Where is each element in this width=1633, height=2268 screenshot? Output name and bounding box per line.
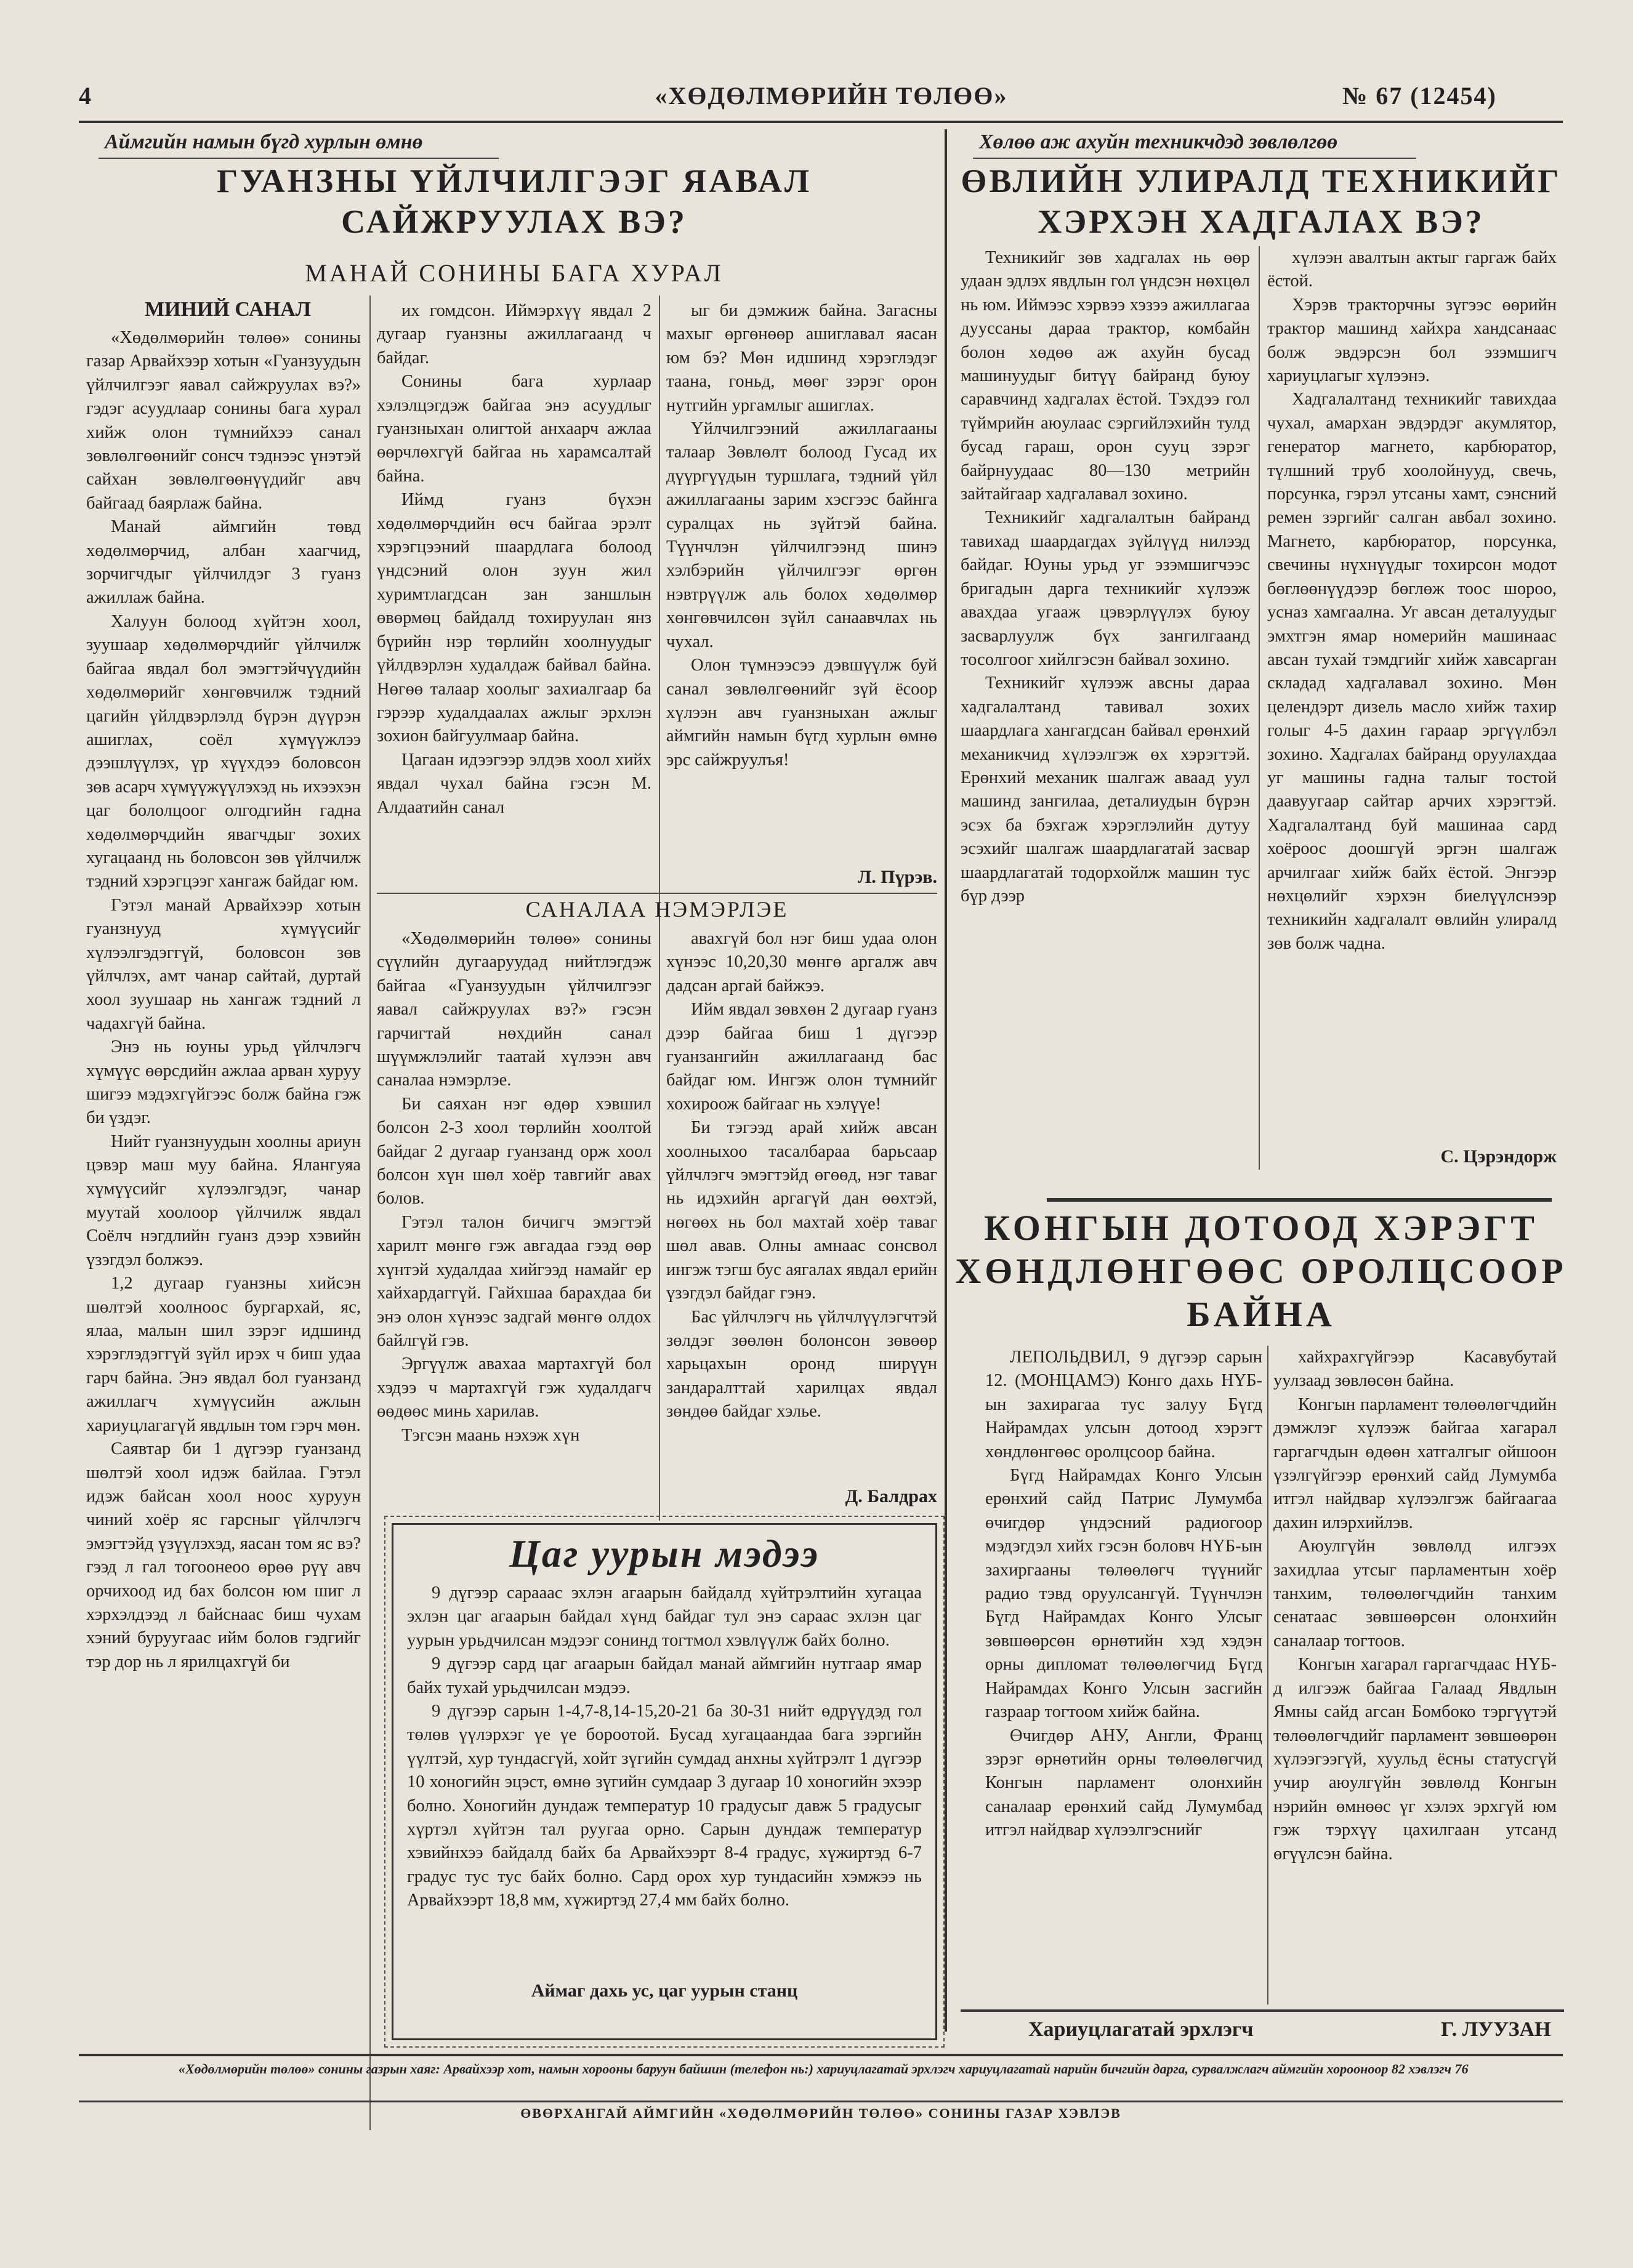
paragraph: Техникийг хүлээж авсны дараа хадгалалтанд тавивал зохих шаардлага хангагдсан байвал ерөнхий механикчид хүлээлгэж өх хэрэгтэй. Ерөнхий механик шалгаж аваад уул машинд зангилаа, деталиудын бүрэн эсэх ба бэхгаж хэрэглэлийн дутуу эсэхийг шалгаж шаардлагатай засвар шаардлагатай тодорхойлж машин тус бүр дээр <box>961 674 1250 906</box>
weather-signature: Аймаг дахь ус, цаг уурын станц <box>531 1980 798 2001</box>
machines-column-2 <box>1267 246 1557 1139</box>
paragraph: «Хөдөлмөрийн төлөө» сонины газар Арвайхээр хотын «Гуанзуудын үйлчилгээг яавал сайжруулах вэ?» гэдэг асуудлаар сонины бага хурал хийж олон түмнийхээ санал зөвлөлгөөнийг сонсч тэднээс үнэтэй сайхан зөвлөлгөөнүүдийг авч байгаад баярлаж байна. <box>86 328 361 513</box>
paragraph: ЛЕПОЛЬДВИЛ, 9 дүгээр сарын 12. (МОНЦАМЭ) Конго дахь НҮБ-ын захирагаа тус залуу Бүгд Найрамдах улсын дотоод хэрэгт хөндлөнгөөс оролцсоор байна. <box>985 1348 1262 1462</box>
paragraph: Тэгсэн маань нэхэж хүн <box>401 1425 580 1445</box>
weather-text <box>393 1577 935 1976</box>
section-title: МАНАЙ СОНИНЫ БАГА ХУРАЛ <box>305 259 724 287</box>
congo-title-line1: КОНГЫН ДОТООД ХЭРЭГТ <box>984 1208 1538 1248</box>
paragraph: Гэтэл талон бичигч эмэгтэй харилт мөнгө гэж авгадаа гээд өөр хүнтэй худалдаа хийгээд намайг ер хайхардаггүй. Гайхшаа барахдаа би энэ олон хүнээс задгай мөнгө олдох байлгүй гэв. <box>377 1212 651 1350</box>
paragraph: Би тэгээд арай хийж авсан хоолныхоо тасалбараа барьсаар үйлчлэгч эмэгтэйд өгөөд, нэг таваг нь идэхийн аргагүй дан өөхтэй, нөгөөх нь бол махтай хоёр таваг шөл авав. Олны амнаас сонсвол ингэж тэгш бус аягалах явдал ерийн үзэгдэл байдаг гэнэ. <box>666 1118 937 1303</box>
editor-rule <box>961 2009 1564 2012</box>
weather-box <box>392 1523 937 2040</box>
canteen-title-line2: САЙЖРУУЛАХ ВЭ? <box>341 203 687 240</box>
paragraph: 1,2 дугаар гуанзны хийсэн шөлтэй хоолноос бургархай, яс, ялаа, малын шил зэрэг идшинд хэрэглэдэггүй зүйл ирэх ч биш удаа гарч байна. Энэ явдал бол гуанзанд ажиллагч хүмүүсийн ажлын хариуцлагагүй явдлын том гэрч мөн. <box>86 1274 361 1435</box>
column-divider <box>1259 246 1260 1170</box>
footer-imprint: «Хөдөлмөрийн төлөө» сонины газрын хаяг: Арвайхээр хот, намын хорооны баруун байшин (телефон нь:) хариуцлагатай эрхлэгч хариуцлагатай нарийн бичгийн дарга, сурвалжлагч аймгийн хорооноор 82 хэвлэгч 76 <box>179 2061 1469 2077</box>
machines-signature: С. Цэрэндорж <box>1440 1146 1557 1167</box>
paragraph: Халуун болоод хүйтэн хоол, зуушаар хөдөлмөрчдийг үйлчилж байгаа явдал бол эмэгтэйчүүдийн хөдөлмөрийг хөнгөвчилж тэдний цагийн үйлдвэрлэлд бүрэн дүүрэн ашиглах, соёл хүмүүжлээ дээшлүүлэх, үр хүүхдээ боловсон зөв асарч хүмүүжүүлэхэд нь ихээхэн цаг бололцоог олгодгийн гадна хөдөлмөрчдийн явагчдыг зохих хугацаанд нь боловсон зөв үйлчилж тэдний хэрэгцээг хангаж байдаг юм. <box>86 611 361 891</box>
paragraph: Техникийг хадгалалтын байранд тавихад шаардагдах зүйлүүд нилээд байдаг. Юуны урьд уг эзэмшигчээс бригадын дарга техникийг хүлээж авахдаа угааж цэвэрлүүлэх буюу засварлуулж бүх зангилгаанд тосолгоог хийлгэсэн байвал зохино. <box>961 508 1250 669</box>
addition-signature: Д. Балдрах <box>845 1486 937 1506</box>
machines-title-line2: ХЭРХЭН ХАДГАЛАХ ВЭ? <box>1038 203 1485 240</box>
canteen-column-1 <box>86 326 361 2099</box>
footer-rule-2 <box>79 2101 1563 2102</box>
addition-title: САНАЛАА НЭМЭРЛЭЕ <box>525 897 789 922</box>
paragraph: Иймд гуанз бүхэн хөдөлмөрчдийн өсч байгаа эрэлт хэрэгцээний шаардлага болоод үндсэний олон зуун жил хуримтлагдсан зан заншлын өвөрмөц байдалд тохируулан янз бүрийн нэр төрлийн хоолнуудыг үйлдвэрлэн худалдаж байвал байна. Нөгөө талаар хоолыг захиалгаар ба гэрээр худалдаалах ажлыг эрхлэн зохион байгуулмаар байна. <box>377 490 651 746</box>
paragraph: Конгын парламент төлөөлөгчдийн дэмжлэг хүлээж байгаа хагарал гаргагчдын өдөөн хатгалгыг ойшоон үзэлгүйгээр ерөнхий сайд Лумумба итгэл найдвар хүлээлгэж байгаагаа дахин илэрхийлэв. <box>1273 1394 1557 1532</box>
paragraph: хайхрахгүйгээр Касавубутай уулзаад зөвлөсөн байна. <box>1273 1348 1557 1391</box>
kicker-underline <box>99 158 499 159</box>
paragraph: Сонины бага хурлаар хэлэлцэгдэж байгаа энэ асуудлыг гуанзныхан олигтой анхаарч ажлаа өөрчлөхгүй байгаа нь харамсалтай байна. <box>377 372 651 486</box>
page-number: 4 <box>79 82 92 110</box>
weather-title: Цаг уурын мэдээ <box>509 1532 820 1575</box>
addition-column-1 <box>377 927 651 1518</box>
paragraph: Би саяхан нэг өдөр хэвшил болсон 2-3 хоол төрлийн хоолтой байдаг 2 дугаар гуанзанд орж хоол болсон хүн шөл хоёр тавгийг авах болов. <box>377 1094 651 1208</box>
machines-kicker: Хөлөө аж ахуйн техникчдэд зөвлөлгөө <box>979 131 1338 153</box>
footer-rule <box>79 2054 1563 2056</box>
congo-title-line2: ХӨНДЛӨНГӨӨС ОРОЛЦСООР <box>955 1251 1567 1291</box>
canteen-kicker: Аймгийн намын бүгд хурлын өмнө <box>105 131 423 153</box>
article-separator <box>377 893 937 894</box>
column-divider <box>1267 1346 1268 2005</box>
paragraph: Хэрэв тракторчны зүгээс өөрийн трактор машинд хайхра хандсанаас болж эвдэрсэн бол эзэмшигч хариуцлагыг хүлээнэ. <box>1267 295 1557 386</box>
column-divider <box>369 296 371 2130</box>
paragraph: Конгын хагарал гаргагчдаас НҮБ-д илгээж байгаа Галаад Явдлын Ямны сайд агсан Бомбоко тэргүүтэй төлөөлөгчдийг парламент зөвшөөрөн хүлээгээгүй, хуульд ёсны статусгүй учир аюулгүйн зөвлөлд Конгын нэрийн өмнөөс үг хэлэх эрхгүй юм гэж тэрхүү цахилгаан утсанд өгүүлсэн байна. <box>1273 1655 1557 1864</box>
paragraph: Нийт гуанзнуудын хоолны ариун цэвэр маш муу байна. Ялангуяа хүмүүсийг хүлээлгэдэг, чанар муутай хоолоор үйлчилж явдал Соёлч нэгдлийн гуанз дээр хэвийн үзэгдэл болжээ. <box>86 1132 361 1269</box>
paragraph: ыг би дэмжиж байна. Загасны махыг өргөнөөр ашиглавал яасан юм бэ? Мөн идшинд хэрэглэдэг таана, гоньд, мөөг зэрэг орон нутгийн ургамлыг ашиглах. <box>666 301 937 415</box>
paragraph: 9 дүгээр сард цаг агаарын байдал манай аймгийн нутгаар ямар байх тухай урьдчилсан мэдээ. <box>407 1654 922 1697</box>
congo-title-line3: БАЙНА <box>1187 1294 1336 1334</box>
paragraph: Эргүүлж авахаа мартахгүй бол хэдээ ч мартахгүй гэж худалдагч өөдөөс минь харилав. <box>377 1354 651 1422</box>
issue-number: № 67 (12454) <box>1342 82 1497 110</box>
paragraph: 9 дүгээр сарааас эхлэн агаарын байдалд хүйтрэлтийн хугацаа эхлэн цаг агаарын байдал хүнд байдаг тул энэ сараас эхлэн цаг уурын урьдчилсан мэдээг сонинд тогтмол хэвлүүлж байх болно. <box>407 1583 922 1650</box>
paragraph: хүлээн авалтын актыг гаргаж байх ёстой. <box>1267 248 1557 291</box>
paragraph: Манай аймгийн төвд хөдөлмөрчид, албан хаагчид, зорчигчдыг үйлчилдэг 3 гуанз ажиллаж байна. <box>86 517 361 608</box>
congo-column-1 <box>985 1346 1262 1992</box>
kicker-underline <box>973 158 1416 159</box>
paragraph: 9 дүгээр сарын 1-4,7-8,14-15,20-21 ба 30-31 нийт өдрүүдэд гол төлөв үүлэрхэг үе үе бороотой. Бусад хугацаандаа бага зэргийн үүлтэй, хур тундасгүй, хойт зүгийн сумдад анхны хүйтрэлт 1 дүгээр 10 хоногийн эцэст, өмнө зүгийн сумдаар 3 дугаар 10 хоногийн эхээр болно. Хоногийн дундаж температур 10 градусыг давж 5 градусыг хүртэл хүйтэн тал руугаа орно. Сарын дундаж температур хэвийнхээ байдалд байх ба Арвайхээрт 8-4 градус, хүжиртэд 6-7 градус тус тус байх болно. Сард орох хур тундасийн хэмжээ нь Арвайхээрт 18,8 мм, хүжиртэд 27,4 мм байх болно. <box>407 1702 922 1910</box>
paragraph: Аюулгүйн зөвлөлд илгээх захидлаа утсыг парламентын хоёр танхим, төлөөлөгчдийн танхим сенатаас зөвшөөрсөн олонхийн саналаар тогтоов. <box>1273 1537 1557 1651</box>
paragraph: Бүгд Найрамдах Конго Улсын ерөнхий сайд Патрис Лумумба өчигдөр үндэсний радиогоор мэдэгдэл хийх гэсэн боловч НҮБ-ын захиргааны төлөөлөгч түүнийг радио тэвд оруулсангүй. Түүнчлэн Бүгд Найрамдах Конго Улсыг зөвшөөрсөн өрнөтийн хэд хэдэн орны дипломат төлөөлөгчид Бүгд Найрамдах Конго Улсын засгийн газраар тогтоом хийж байна. <box>985 1466 1262 1722</box>
paragraph: Энэ нь юуны урьд үйлчлэгч хүмүүс өөрсдийн ажлаа арван хуруу шигээ мэдэхгүйгээс болж байна гэж би үздэг. <box>86 1037 361 1128</box>
machines-column-1 <box>961 246 1250 1170</box>
machines-title-line1: ӨВЛИЙН УЛИРАЛД ТЕХНИКИЙГ <box>961 163 1562 199</box>
paragraph: Гэтэл манай Арвайхээр хотын гуанзнууд хүмүүсийг хүлээлгэдэггүй, боловсон зөв үйлчлэх, амт чанар сайтай, дуртай хоол зуушаар нь хангаж тэдний л чадахгүй байна. <box>86 895 361 1033</box>
paragraph: Цагаан идээгээр элдэв хоол хийх явдал чухал байна гэсэн М. Алдаатийн санал <box>377 750 651 817</box>
section-divider <box>945 129 947 2032</box>
canteen-title-line1: ГУАНЗНЫ ҮЙЛЧИЛГЭЭГ ЯАВАЛ <box>216 163 812 199</box>
paragraph: Саявтар би 1 дүгээр гуанзанд шөлтэй хоол идэж байлаа. Гэтэл идэж байсан хоол ноос хуруун чиний хоёр яс гарсныг үйлчлэгч эмэгтэйд үзүүлэхэд, яасан том яс вэ? гээд л гал тогоонеоо өрөө рүү авч орчихоод ид бах болсон юм шиг л хэрхэлдээд л байснаас биш чухам хэний буруугаас ийм болов гэдгийг тэр дор нь л ярилцахгүй би <box>86 1439 361 1671</box>
paragraph: Үйлчилгээний ажиллагааны талаар Зөвлөлт болоод Гусад их дүүргүүдын туршлага, тэдний үйл ажиллагааны зарим хэсгээс байнга суралцах нь зүйтэй байна. Түүнчлэн үйлчилгээнд шинэ хэлбэрийн үйлчилгээг өргөн нэвтрүүлж аль болох хөдөлмөр хөнгөвчилсөн зүйл санаавчлах нь чухал. <box>666 419 937 651</box>
newspaper-title: «ХӨДӨЛМӨРИЙН ТӨЛӨӨ» <box>655 82 1008 110</box>
masthead-rule <box>79 121 1563 123</box>
editor-label: Хариуцлагатай эрхлэгч <box>1028 2018 1254 2041</box>
paragraph: авахгүй бол нэг биш удаа олон хүнээс 10,20,30 мөнгө аргалж авч дадсан аргай байжээ. <box>666 929 937 995</box>
canteen-subtitle: МИНИЙ САНАЛ <box>144 298 312 321</box>
canteen-signature: Л. Пүрэв. <box>857 867 937 887</box>
paragraph: их гомдсон. Иймэрхүү явдал 2 дугаар гуанзны ажиллагаанд ч байдаг. <box>377 301 651 368</box>
paragraph: «Хөдөлмөрийн төлөө» сонины сүүлийн дугааруудад нийтлэгдэж байгаа «Гуанзуудын үйлчилгээг яавал сайжруулах вэ?» гэсэн гарчигтай нөхдийн санал шүүмжлэлийг таатай хүлээн авч саналаа нэмэрлэе. <box>377 929 651 1090</box>
paragraph: Техникийг зөв хадгалах нь өөр удаан эдлэх явдлын гол үндсэн нөхцөл нь юм. Иймээс хэрвээ хэзээ ажиллагаа дууссаны дараа трактор, комбайн болон хөдөө аж ахуйн бусад машинуудыг битүү байранд буюу саравчинд хадгалах ёстой. Тэхдээ гол түймрийн аюулаас сэргийлэхийн тулд бусад гараш, орон сууц зэрэг байрнуудаас 80—130 метрийн зайтайгаар хадгалавал зохино. <box>961 248 1250 504</box>
addition-column-2 <box>666 927 937 1481</box>
editor-name: Г. ЛУУЗАН <box>1441 2018 1551 2041</box>
paragraph: Өчигдөр АНУ, Англи, Франц зэрэг өрнөтийн орны төлөөлөгчид Конгын парламент олонхийн саналаар ерөнхий сайд Лумумбад итгэл найдвар хүлээлгэснийг <box>985 1726 1262 1840</box>
congo-column-2 <box>1273 1346 1557 2005</box>
paragraph: Ийм явдал зөвхөн 2 дугаар гуанз дээр байгаа биш 1 дүгээр гуанзангийн ажиллагаанд бас байдаг юм. Ингэж олон түмнийг хохироож байгааг нь хэлүүе! <box>666 1000 937 1114</box>
paragraph: Олон түмнээсээ дэвшүүлж буй санал зөвлөлгөөнийг зүй ёсоор хүлээн авч гуанзныхан ажлыг аймгийн намын бүгд хурлын өмнө эрс сайжруулъя! <box>666 656 937 770</box>
paragraph: Бас үйлчлэгч нь үйлчлүүлэгчтэй зөлдэг зөөлөн болонсон зөвөөр харьцахын оронд ширүүн зандаралттай харилцах явдал зөндөө байдаг хэлье. <box>666 1307 937 1422</box>
footer-printer: ӨВӨРХАНГАЙ АЙМГИЙН «ХӨДӨЛМӨРИЙН ТӨЛӨӨ» СОНИНЫ ГАЗАР ХЭВЛЭВ <box>520 2105 1121 2121</box>
paragraph: Хадгалалтанд техникийг тавихдаа чухал, амархан эвдэрдэг акумлятор, генератор магнето, карбюратор, түлшний труб хоолойнууд, свечь, порсунка, гэрэл утсаны хамт, сэнсний ремен зэргийг салган авбал зохино. Магнето, карбюратор, порсунка, свечины нүхнүүдыг тохирсон модот бөглөөнүүдээр бөглөж тоос шороо, усназ хамгаална. Уг авсан деталуудыг эмхтгэн ямар номерийн машинаас авсан тухай тэмдгийг хийж хавсарган складад хадгалавал зохино. Мөн целендэрт дизель масло хийж тахир голыг 4-5 дахин гараар эргүүлбэл зохино. Хадгалах байранд оруулахдаа уг машины гадна талыг тостой даавуугаар сайтар арчих хэрэгтэй. Хадгалалтанд буй машинаа сард хоёроос доошгүй эргэн шалгаж арчилгааг хийж байх ёстой. Энгээр нөхцөлийг хэрхэн биелүүлснээр техникийн хадгалалт өвлийн улиралд зөв болж чадна. <box>1267 390 1557 953</box>
article-separator <box>1047 1198 1552 1202</box>
canteen-column-3 <box>666 299 937 866</box>
